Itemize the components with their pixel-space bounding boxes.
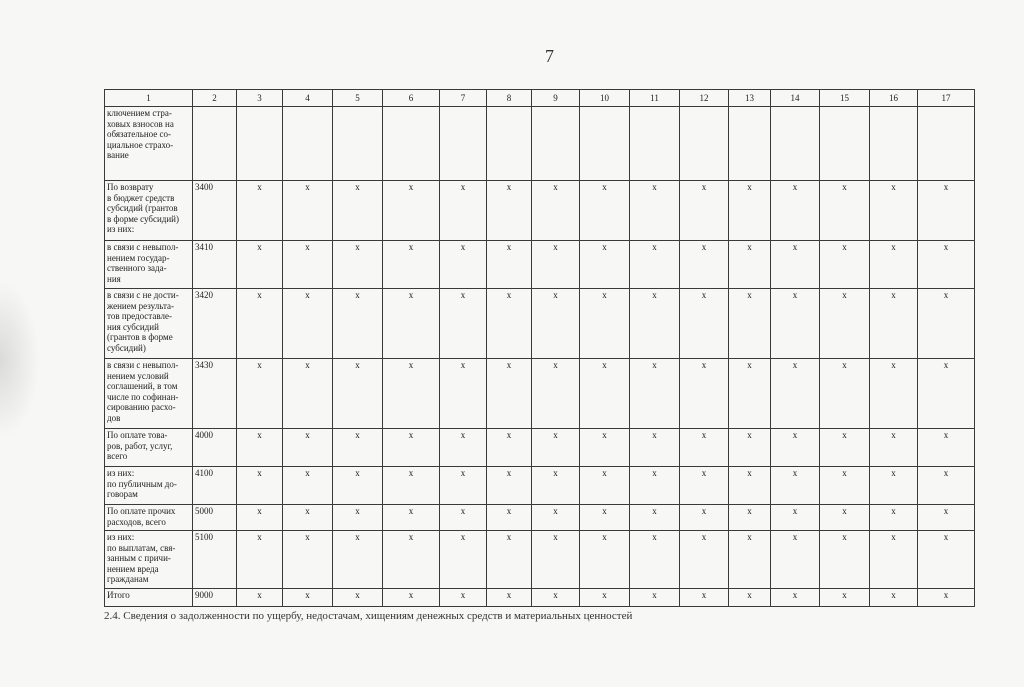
table-cell bbox=[820, 107, 870, 181]
table-cell: x bbox=[870, 429, 918, 467]
table-cell: x bbox=[487, 505, 532, 531]
table-cell: x bbox=[580, 181, 630, 241]
table-cell: x bbox=[440, 359, 487, 429]
table-cell: x bbox=[532, 467, 580, 505]
row-code: 5000 bbox=[193, 505, 237, 531]
table-cell: x bbox=[771, 531, 820, 589]
table-cell: x bbox=[487, 241, 532, 289]
table-cell: x bbox=[237, 505, 283, 531]
table-cell: x bbox=[333, 241, 383, 289]
table-cell: x bbox=[580, 289, 630, 359]
table-cell: x bbox=[532, 531, 580, 589]
column-header: 14 bbox=[771, 90, 820, 107]
table-cell: x bbox=[383, 359, 440, 429]
table-cell: x bbox=[283, 241, 333, 289]
table-cell: x bbox=[383, 181, 440, 241]
row-label: По оплате прочих расходов, всего bbox=[105, 505, 193, 531]
table-cell: x bbox=[237, 429, 283, 467]
table-cell: x bbox=[820, 531, 870, 589]
table-row bbox=[105, 505, 975, 531]
table-cell: x bbox=[440, 181, 487, 241]
table-cell: x bbox=[870, 241, 918, 289]
table-cell: x bbox=[580, 359, 630, 429]
table-cell: x bbox=[532, 505, 580, 531]
table-cell: x bbox=[333, 589, 383, 607]
table-cell: x bbox=[680, 589, 729, 607]
table-cell: x bbox=[918, 467, 975, 505]
table-cell bbox=[237, 107, 283, 181]
table-cell: x bbox=[630, 241, 680, 289]
column-header: 1 bbox=[105, 90, 193, 107]
table-cell bbox=[771, 107, 820, 181]
table-cell: x bbox=[383, 531, 440, 589]
table-cell: x bbox=[680, 429, 729, 467]
row-code bbox=[193, 107, 237, 181]
row-code: 3410 bbox=[193, 241, 237, 289]
table-cell: x bbox=[440, 589, 487, 607]
table-cell: x bbox=[680, 467, 729, 505]
table-cell: x bbox=[680, 181, 729, 241]
table-cell: x bbox=[729, 505, 771, 531]
table-cell: x bbox=[333, 289, 383, 359]
table-cell: x bbox=[630, 531, 680, 589]
table-cell bbox=[283, 107, 333, 181]
table-cell: x bbox=[383, 467, 440, 505]
table-cell: x bbox=[771, 359, 820, 429]
table-row bbox=[105, 107, 975, 181]
table-cell: x bbox=[283, 467, 333, 505]
row-code: 3430 bbox=[193, 359, 237, 429]
table-cell: x bbox=[333, 505, 383, 531]
table-cell: x bbox=[383, 429, 440, 467]
table-cell bbox=[729, 107, 771, 181]
table-cell bbox=[870, 107, 918, 181]
table-row bbox=[105, 359, 975, 429]
table-row bbox=[105, 589, 975, 607]
section-title: 2.4. Сведения о задолженности по ущербу, недостачам, хищениям денежных средств и материальных ценностей bbox=[104, 610, 633, 622]
table-cell bbox=[918, 107, 975, 181]
table-cell: x bbox=[580, 505, 630, 531]
table-cell: x bbox=[487, 589, 532, 607]
column-header: 15 bbox=[820, 90, 870, 107]
column-header: 5 bbox=[333, 90, 383, 107]
table-cell: x bbox=[532, 429, 580, 467]
table-cell: x bbox=[820, 589, 870, 607]
row-label: в связи с невыпол- нением государ- ственного зада- ния bbox=[105, 241, 193, 289]
table-cell: x bbox=[440, 241, 487, 289]
table-cell: x bbox=[771, 505, 820, 531]
row-code: 9000 bbox=[193, 589, 237, 607]
column-header: 7 bbox=[440, 90, 487, 107]
column-header: 16 bbox=[870, 90, 918, 107]
table-cell: x bbox=[532, 359, 580, 429]
row-code: 4100 bbox=[193, 467, 237, 505]
table-cell: x bbox=[820, 241, 870, 289]
row-label: ключением стра- ховых взносов на обязательное со- циальное страхо- вание bbox=[105, 107, 193, 181]
table-cell: x bbox=[820, 289, 870, 359]
table-cell: x bbox=[333, 359, 383, 429]
table-cell: x bbox=[237, 467, 283, 505]
table-cell: x bbox=[870, 589, 918, 607]
scan-shadow bbox=[0, 280, 40, 440]
table-cell: x bbox=[383, 241, 440, 289]
table-cell: x bbox=[580, 467, 630, 505]
column-header: 9 bbox=[532, 90, 580, 107]
table-cell: x bbox=[680, 505, 729, 531]
table-cell: x bbox=[237, 241, 283, 289]
table-cell: x bbox=[440, 429, 487, 467]
table-cell: x bbox=[630, 289, 680, 359]
table-cell: x bbox=[440, 505, 487, 531]
table-cell bbox=[532, 107, 580, 181]
table-cell: x bbox=[870, 531, 918, 589]
table-cell: x bbox=[237, 531, 283, 589]
row-label: в связи с не дости- жением результа- тов предоставле- ния субсидий (грантов в форме субсидий) bbox=[105, 289, 193, 359]
table-row bbox=[105, 241, 975, 289]
table-cell bbox=[680, 107, 729, 181]
table-cell: x bbox=[580, 589, 630, 607]
table-cell: x bbox=[580, 241, 630, 289]
row-label: из них: по публичным до- говорам bbox=[105, 467, 193, 505]
table-cell: x bbox=[918, 531, 975, 589]
row-label: Итого bbox=[105, 589, 193, 607]
table-cell: x bbox=[729, 467, 771, 505]
row-label: в связи с невыпол- нением условий соглашений, в том числе по софинан- сированию расхо- дов bbox=[105, 359, 193, 429]
table-cell: x bbox=[383, 505, 440, 531]
table-cell: x bbox=[487, 289, 532, 359]
table-cell: x bbox=[532, 181, 580, 241]
table-cell: x bbox=[532, 241, 580, 289]
table-cell: x bbox=[729, 531, 771, 589]
table-cell: x bbox=[918, 241, 975, 289]
table-cell: x bbox=[333, 531, 383, 589]
table-cell: x bbox=[918, 589, 975, 607]
table-cell: x bbox=[487, 467, 532, 505]
table-cell: x bbox=[729, 589, 771, 607]
table-cell bbox=[580, 107, 630, 181]
table-cell: x bbox=[918, 429, 975, 467]
table-cell: x bbox=[870, 181, 918, 241]
table-cell: x bbox=[283, 359, 333, 429]
column-header: 17 bbox=[918, 90, 975, 107]
table-cell: x bbox=[237, 359, 283, 429]
table-cell: x bbox=[771, 181, 820, 241]
table-cell: x bbox=[918, 359, 975, 429]
column-header: 13 bbox=[729, 90, 771, 107]
table-cell: x bbox=[918, 181, 975, 241]
table-row bbox=[105, 181, 975, 241]
table-cell: x bbox=[680, 241, 729, 289]
table-cell: x bbox=[729, 241, 771, 289]
table-cell: x bbox=[870, 467, 918, 505]
table-cell: x bbox=[680, 531, 729, 589]
column-header: 8 bbox=[487, 90, 532, 107]
table-cell: x bbox=[333, 467, 383, 505]
table-cell: x bbox=[237, 181, 283, 241]
table-cell: x bbox=[630, 429, 680, 467]
table-cell: x bbox=[580, 531, 630, 589]
column-header: 11 bbox=[630, 90, 680, 107]
column-header: 10 bbox=[580, 90, 630, 107]
table-cell: x bbox=[870, 289, 918, 359]
table-cell: x bbox=[729, 181, 771, 241]
table-cell: x bbox=[237, 589, 283, 607]
table-cell: x bbox=[729, 359, 771, 429]
row-label: По возврату в бюджет средств субсидий (грантов в форме субсидий) из них: bbox=[105, 181, 193, 241]
table-row bbox=[105, 429, 975, 467]
table-cell: x bbox=[820, 467, 870, 505]
table-cell: x bbox=[771, 289, 820, 359]
column-header: 3 bbox=[237, 90, 283, 107]
header-row bbox=[105, 90, 975, 107]
table-cell: x bbox=[729, 429, 771, 467]
table-cell: x bbox=[487, 429, 532, 467]
table-row bbox=[105, 467, 975, 505]
table-cell: x bbox=[440, 531, 487, 589]
table-cell: x bbox=[820, 359, 870, 429]
table-cell bbox=[487, 107, 532, 181]
row-code: 3420 bbox=[193, 289, 237, 359]
table-cell bbox=[383, 107, 440, 181]
table-cell: x bbox=[283, 589, 333, 607]
table-cell: x bbox=[283, 289, 333, 359]
table-cell: x bbox=[630, 589, 680, 607]
column-header: 2 bbox=[193, 90, 237, 107]
table-cell: x bbox=[283, 181, 333, 241]
table-cell: x bbox=[820, 181, 870, 241]
table-cell: x bbox=[630, 359, 680, 429]
table-cell: x bbox=[820, 429, 870, 467]
table-cell: x bbox=[771, 241, 820, 289]
row-label: из них: по выплатам, свя- занным с причи- нением вреда гражданам bbox=[105, 531, 193, 589]
row-label: По оплате това- ров, работ, услуг, всего bbox=[105, 429, 193, 467]
column-header: 6 bbox=[383, 90, 440, 107]
table-cell: x bbox=[532, 589, 580, 607]
table-cell: x bbox=[532, 289, 580, 359]
table-row bbox=[105, 531, 975, 589]
table-cell: x bbox=[283, 429, 333, 467]
debt-table bbox=[104, 89, 975, 607]
table-cell: x bbox=[333, 181, 383, 241]
table-cell: x bbox=[333, 429, 383, 467]
table-cell: x bbox=[383, 289, 440, 359]
column-header: 4 bbox=[283, 90, 333, 107]
table-cell: x bbox=[580, 429, 630, 467]
table-cell: x bbox=[680, 359, 729, 429]
table-cell: x bbox=[487, 531, 532, 589]
table-cell: x bbox=[630, 181, 680, 241]
row-code: 4000 bbox=[193, 429, 237, 467]
table-cell: x bbox=[283, 531, 333, 589]
row-code: 5100 bbox=[193, 531, 237, 589]
table-cell: x bbox=[440, 289, 487, 359]
column-header: 12 bbox=[680, 90, 729, 107]
table-cell: x bbox=[237, 289, 283, 359]
table-cell: x bbox=[729, 289, 771, 359]
table-cell: x bbox=[680, 289, 729, 359]
table-cell: x bbox=[440, 467, 487, 505]
table-cell: x bbox=[487, 359, 532, 429]
table-cell bbox=[630, 107, 680, 181]
table-cell: x bbox=[870, 359, 918, 429]
page-number: 7 bbox=[545, 46, 554, 66]
table-body bbox=[105, 107, 975, 607]
table-cell bbox=[333, 107, 383, 181]
table-cell: x bbox=[820, 505, 870, 531]
table-cell: x bbox=[771, 589, 820, 607]
table-cell: x bbox=[283, 505, 333, 531]
table-cell: x bbox=[630, 505, 680, 531]
table-cell: x bbox=[870, 505, 918, 531]
table-cell: x bbox=[487, 181, 532, 241]
table-cell: x bbox=[918, 505, 975, 531]
table-cell: x bbox=[771, 429, 820, 467]
table-row bbox=[105, 289, 975, 359]
table-cell: x bbox=[630, 467, 680, 505]
table-cell: x bbox=[918, 289, 975, 359]
table-cell: x bbox=[383, 589, 440, 607]
row-code: 3400 bbox=[193, 181, 237, 241]
table-cell bbox=[440, 107, 487, 181]
table-cell: x bbox=[771, 467, 820, 505]
